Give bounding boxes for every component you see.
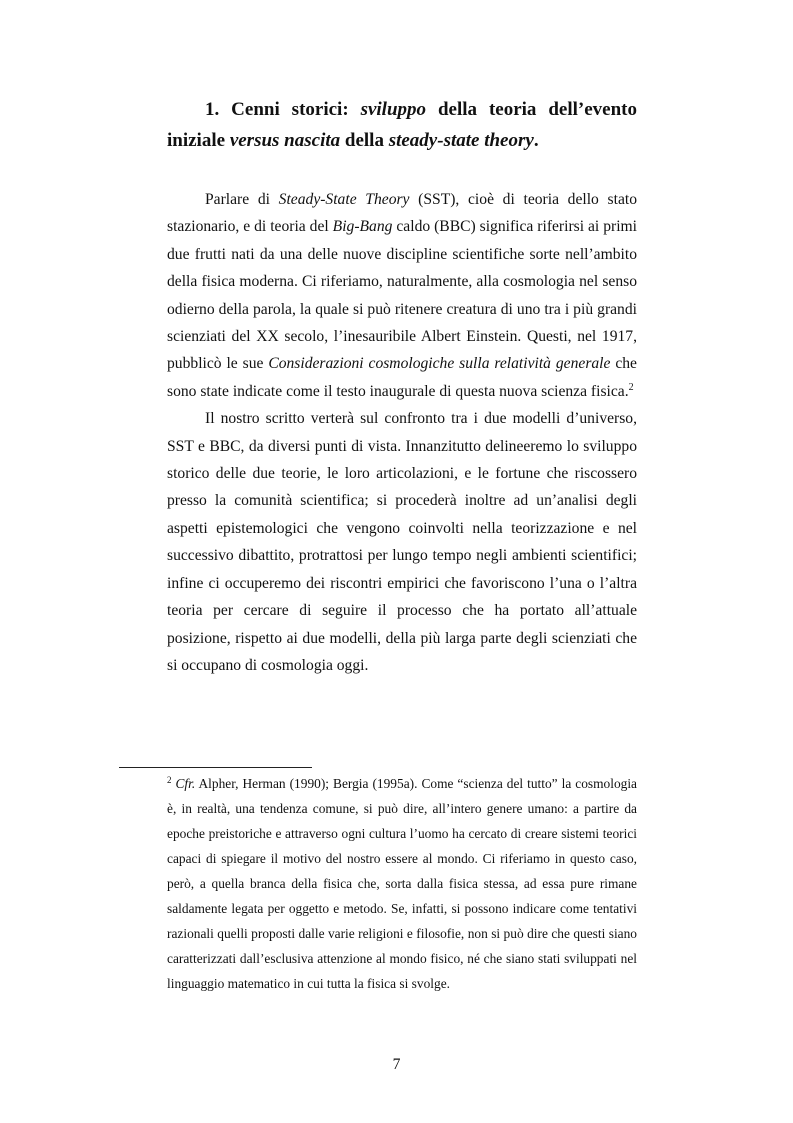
heading-italic-theory: steady-state theory [388,130,534,151]
footnote-reference[interactable]: 2 [628,381,634,393]
page-number: 7 [392,1056,401,1073]
term-steady-state-theory: Steady-State Theory [278,191,410,208]
footnote-text: Alpher, Herman (1990); Bergia (1995a). Come “scienza del tutto” la cosmologia è, in realtà, una tendenza comune, si può dire, all’intero genere umano: a partire da epoche preistoriche e attraverso ogni cultura l’uomo ha cercato di creare sistemi teorici capaci di spiegare il motivo del nostro essere al mondo. Ci riferiamo in questo caso, però, a quella branca della fisica che, sorta dalla fisica stessa, ad essa pure rimane saldamente legata per oggetto e metodo. Se, infatti, si possono indicare come tentativi razionali quelli proposti dalle varie religioni e filosofie, non si può dire che questi siano caratterizzati dall’esclusiva attenzione al mondo fisico, né che siano stati sviluppati nel linguaggio matematico in cui tutta la fisica si svolge. [167,776,637,991]
footnote [167,771,637,996]
heading-text-2: della [340,130,389,151]
paragraph-1-text-a: Parlare di [205,191,279,208]
footnote-separator [119,767,312,768]
footnote-paragraph [167,771,637,996]
heading-italic-sviluppo: sviluppo [360,99,427,120]
paragraph-1-text-b: (SST), cioè di teoria dello stato stazionario, e di teoria del [167,191,637,236]
paragraph-1-text-d: che sono state indicate come il testo inaugurale di questa nuova scienza fisica. [167,355,637,400]
heading-italic-versus: versus nascita [229,130,341,151]
term-big-bang: Big-Bang [332,218,393,236]
paragraph-2: Il nostro scritto verterà sul confronto tra i due modelli d’universo, SST e BBC, da diversi punti di vista. Innanzitutto delineeremo lo sviluppo storico delle due teorie, le loro articolazioni, e le fortune che riscossero presso la comunità scientifica; si procederà inoltre ad un’analisi degli aspetti epistemologici che vengono coinvolti nella teorizzazione e nel successivo dibattito, protrattosi per lungo tempo negli ambienti scientifici; infine ci occuperemo dei riscontri empirici che favoriscono l’una o l’altra teoria per cercare di seguire il processo che ha portato all’attuale posizione, rispetto ai due modelli, della più larga parte degli scienziati che si occupano di cosmologia oggi. [167,410,637,674]
heading-period: . [533,130,539,151]
paragraph-1 [167,186,637,405]
heading-number-text: 1. Cenni storici: [205,99,361,120]
footnote-number: 2 [167,775,172,785]
body-text [167,186,637,679]
section-heading [167,94,637,156]
paragraph-1-text-c: caldo (BBC) significa riferirsi ai primi due frutti nati da una delle nuove discipline scientifiche sorte nell’ambito della fisica moderna. Ci riferiamo, naturalmente, alla cosmologia nel senso odierno della parola, la quale si può ritenere creatura di uno tra i più grandi scienziati del XX secolo, l’inesauribile Albert Einstein. Questi, nel 1917, pubblicò le sue [167,218,637,373]
heading-text-1: della teoria dell’evento iniziale [167,99,637,151]
work-title-considerazioni: Considerazioni cosmologiche sulla relatività generale [268,355,611,373]
footnote-cfr: Cfr. [175,776,196,791]
